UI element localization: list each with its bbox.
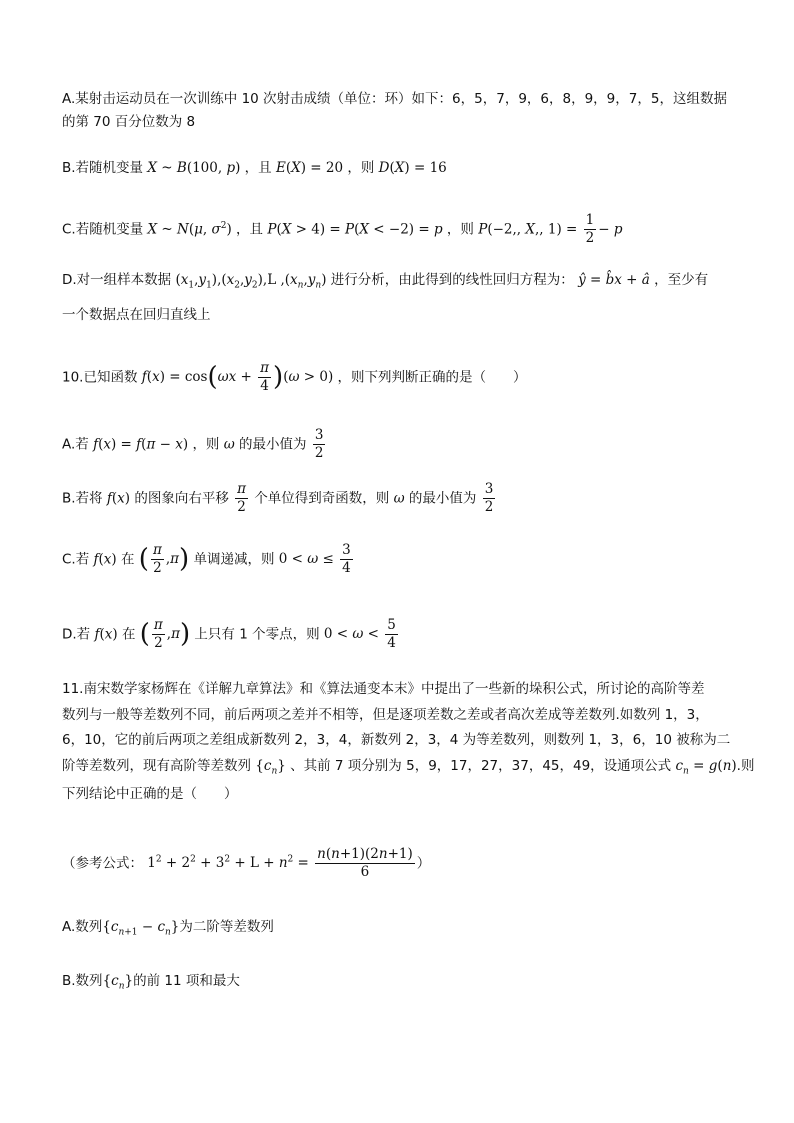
q11-a-formula: $\{c_{n+1} - c_n\}$	[102, 919, 180, 938]
q10-stem-prefix: 10.已知函数	[62, 369, 138, 386]
q11-ref-prefix: （参考公式：	[62, 855, 143, 872]
q9-b-formula2: E	[275, 160, 286, 176]
q10-stem	[62, 361, 742, 394]
q11-line2: 数列与一般等差数列不同，前后两项之差并不相等，但是逐项差数之差或者高次差成等差数列.如数列 1，3，	[62, 706, 709, 723]
q9-d-prefix: D.对一组样本数据	[62, 272, 172, 288]
q11-ref-formula: $1^2 + 2^2 + 3^2 + L + n^2$ =	[147, 854, 314, 872]
q11-ref-suffix: ）	[416, 855, 431, 872]
q9-c-formula3: P	[478, 221, 488, 238]
q10-d-range: 0 < ω < $\frac{5}{4}$	[323, 617, 396, 651]
q10-b-shift-fraction: $\frac{\pi}{2}$	[237, 481, 247, 515]
q9-option-c: C.若随机变量 X ~ N(μ, $\sigma^2$) ，且 P(X > 4) = P(X < −2) = p ，则 P(−2,, X,, 1) = $\frac{1}{2}$ − p	[62, 212, 623, 246]
q9-b-formula3: D	[378, 160, 390, 176]
q10-b-mid1: 的图象向右平移	[134, 490, 229, 507]
q10-a-suffix: 的最小值为	[239, 436, 307, 453]
q10-option-b: B.若将 f(x) 的图象向右平移 $\frac{\pi}{2}$ 个单位得到奇函数，则 ω 的最小值为 $\frac{3}{2}$	[62, 481, 494, 515]
q10-b-suffix: 的最小值为	[408, 490, 477, 507]
q10-option-d: D.若 f(x) 在 ( $\frac{\pi}{2}$ ,π) 上只有 1 个零点，则 0 < ω < $\frac{5}{4}$	[62, 618, 742, 651]
q9-b-mid2: ，则	[347, 160, 375, 176]
q11-reference	[62, 847, 742, 880]
q10-d-mid1: 在	[121, 626, 136, 643]
q10-a-fraction: $\frac{3}{2}$	[314, 427, 324, 461]
q9-b-prefix: B.若随机变量	[62, 160, 144, 176]
q9-d-mid: 进行分析，由此得到的线性回归方程为：	[330, 272, 574, 288]
q9-option-b: B.若随机变量 X ~ B(100, p) ，且 E(X) = 20 ，则 D(X) = 16	[62, 160, 447, 176]
q11-line4-prefix: 阶等差数列，现有高阶等差数列	[62, 757, 251, 774]
q9-a-line2: 的第 70 百分位数为 8	[62, 113, 196, 130]
q11-line1: 11.南宋数学家杨辉在《详解九章算法》和《算法通变本末》中提出了一些新的垛积公式，所讨论的高阶等差	[62, 681, 705, 697]
q11-a-suffix: 为二阶等差数列	[179, 919, 274, 935]
q11-stem	[62, 681, 755, 803]
q11-line3: 6，10，它的前后两项之差组成新数列 2，3，4，新数列 2，3，4 为等差数列，则数列 1，3，6，10 被称为二	[62, 732, 731, 748]
q11-general-term: $c_n = g(n)$	[675, 757, 737, 777]
q10-function: f(x) = cos(ωx + $\frac{\pi}{4}$ )(ω > 0)	[141, 360, 334, 394]
q11-b-prefix: B.数列	[62, 973, 103, 989]
q10-b-prefix: B.若将	[62, 490, 103, 507]
q10-a-formula: f(x) = f(π − x)	[93, 436, 189, 453]
q11-line4-mid: 、其前 7 项分别为 5，9，17，27，37，45，49，设通项公式	[290, 757, 672, 774]
q10-a-mid: ，则	[192, 436, 220, 453]
q9-d-line2: 一个数据点在回归直线上	[62, 306, 211, 323]
q9-c-prefix: C.若随机变量	[62, 221, 144, 238]
q11-option-b	[62, 975, 742, 992]
q10-c-interval: ( $\frac{\pi}{2}$ ,π)	[138, 542, 190, 576]
q10-b-fraction: $\frac{3}{2}$	[484, 481, 494, 515]
q11-line5: 下列结论中正确的是（ ）	[62, 786, 238, 803]
q9-option-a	[62, 93, 742, 129]
q9-c-mid2: ，则	[446, 221, 474, 238]
q10-c-prefix: C.若	[62, 551, 90, 568]
q9-c-formula1: X	[147, 221, 158, 238]
q9-c-fraction: $\frac{1}{2}$	[585, 212, 595, 246]
q9-option-d	[62, 274, 742, 322]
q10-option-a: A.若 f(x) = f(π − x) ，则 ω 的最小值为 $\frac{3}{2}$	[62, 427, 324, 461]
q11-sequence: $\{c_n\}$	[255, 757, 286, 777]
q10-option-c: C.若 f(x) 在 ( $\frac{\pi}{2}$ ,π) 单调递减，则 0 < ω ≤ $\frac{3}{4}$	[62, 543, 742, 576]
q9-c-formula2: P	[267, 221, 277, 238]
q11-b-formula: $\{c_n\}$	[102, 973, 134, 992]
q10-stem-suffix: ，则下列判断正确的是（ ）	[337, 369, 527, 386]
q9-d-sample-data: $(x_1,y_1),(x_2,y_2),L$ $,(x_n,y_n)$	[175, 272, 327, 291]
q9-c-mid1: ，且	[236, 221, 264, 238]
q11-b-suffix: 的前 11 项和最大	[133, 973, 240, 989]
q9-d-regression: ŷ = b̂x + â	[578, 272, 650, 288]
q11-ref-fraction: $\frac{n(n+1)(2n+1)}{6}$	[317, 846, 413, 880]
q10-b-mid2: 个单位得到奇函数，则	[254, 490, 390, 507]
q10-c-mid2: 单调递减，则	[193, 551, 275, 568]
q10-c-range: 0 < ω ≤ $\frac{3}{4}$	[278, 542, 351, 576]
q9-a-line1: A.某射击运动员在一次训练中 10 次射击成绩（单位：环）如下：6，5，7，9，6，8，9，9，7，5，这组数据	[62, 91, 727, 107]
q9-d-suffix: ，至少有	[654, 272, 709, 288]
q10-a-prefix: A.若	[62, 436, 89, 453]
q11-option-a	[62, 921, 742, 938]
q11-line4-suffix: .则	[736, 757, 755, 774]
q10-c-mid1: 在	[121, 551, 135, 568]
q10-d-prefix: D.若	[62, 626, 91, 643]
q10-d-interval: ( $\frac{\pi}{2}$ ,π)	[139, 617, 191, 651]
q11-a-prefix: A.数列	[62, 919, 103, 935]
q9-b-formula1: X	[147, 160, 157, 176]
q9-b-mid1: ，且	[244, 160, 272, 176]
q10-d-mid2: 上只有 1 个零点，则	[194, 626, 320, 643]
